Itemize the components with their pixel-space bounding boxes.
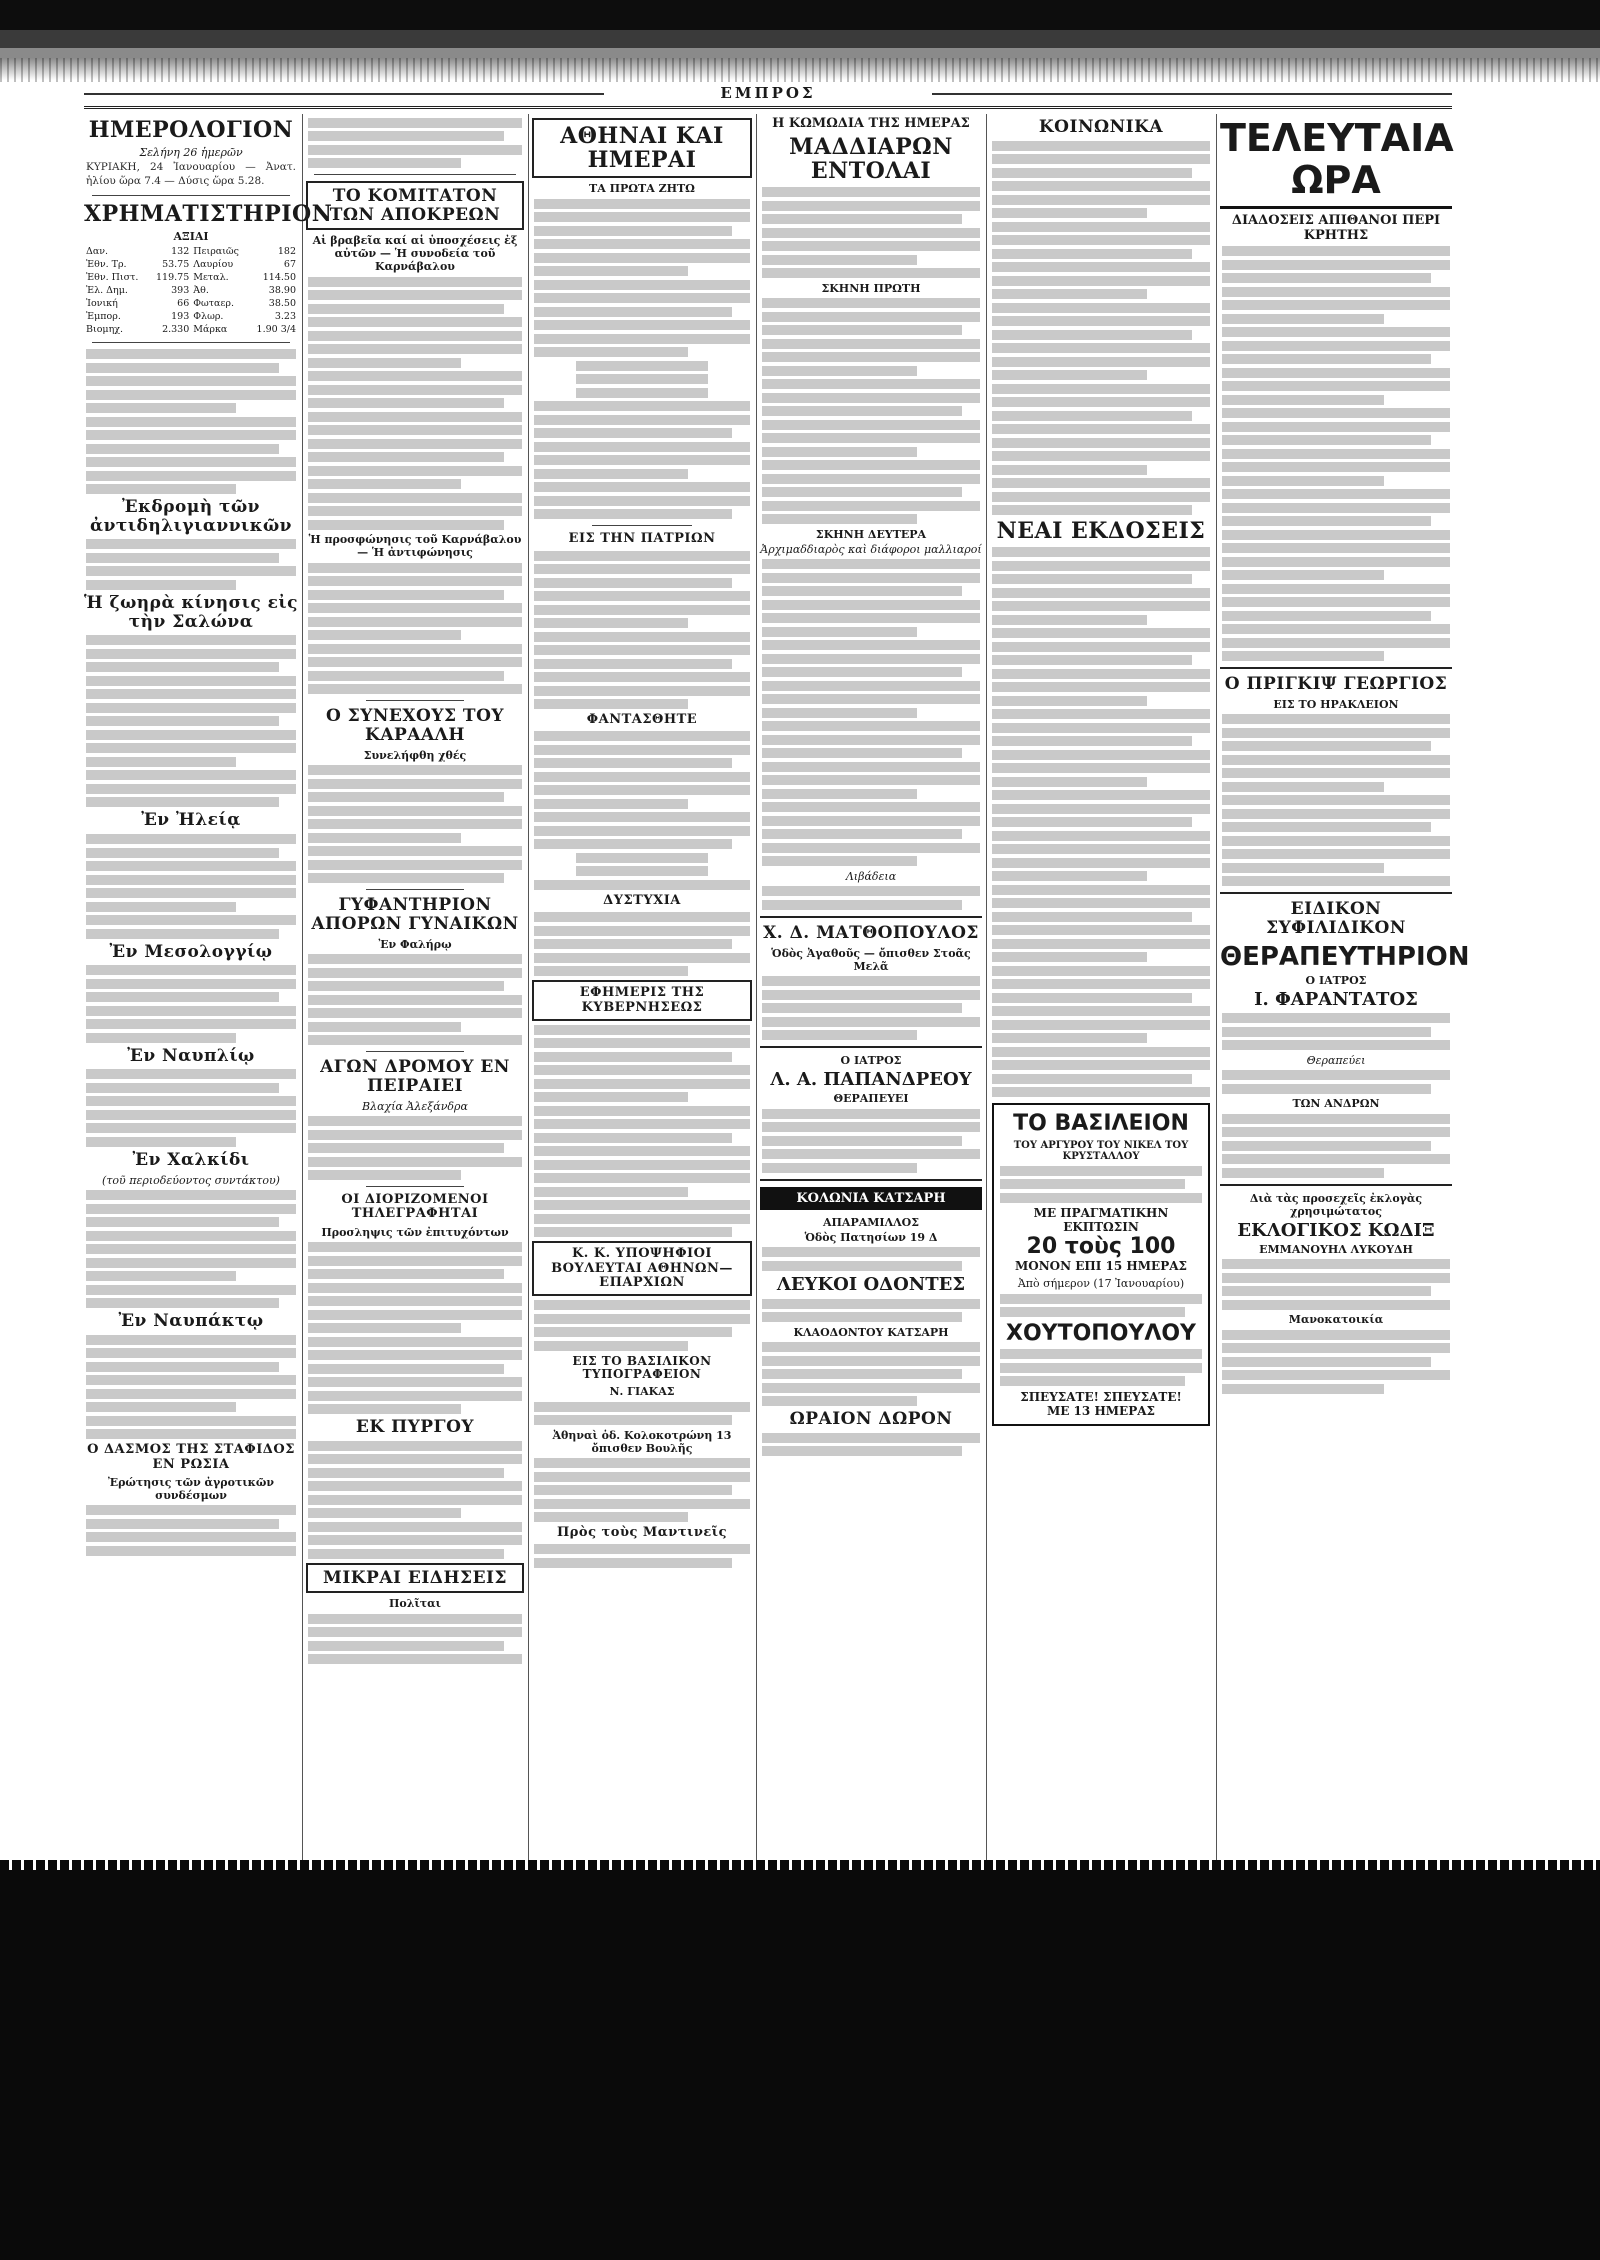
scene-subheading: Ἀρχιμαδδιαρὸς καὶ διάφοροι μαλλιαροί [760, 542, 982, 556]
ad-lead: Διὰ τὰς προσεχεῖς ἐκλογὰς χρησιμώτατος [1249, 1191, 1423, 1218]
ad-heading: ΩΡΑΙΟΝ ΔΩΡΟΝ [789, 1409, 953, 1430]
section-heading: Πρὸς τοὺς Μαντινεῖς [557, 1525, 727, 1541]
ad-heading: ΕΚΛΟΓΙΚΟΣ ΚΩΔΙΞ [1237, 1219, 1435, 1241]
section-heading: Η ΚΩΜΩΔΙΑ ΤΗΣ ΗΜΕΡΑΣ [772, 116, 970, 131]
quote-row: Ἐμπορ. 193 Φλωρ. 3.23 [86, 311, 296, 323]
ad-shop-name: ΧΟΥΤΟΠΟΥΛΟΥ [1005, 1320, 1196, 1346]
section-subheading: Προσληψις τῶν ἐπιτυχόντων [321, 1225, 509, 1239]
ad-ratio: 20 τοὺς 100 [1026, 1234, 1176, 1260]
quote-row: Ἐθν. Πιστ. 119.75 Μεταλ. 114.50 [86, 272, 296, 284]
section-subheading: Αἱ βραβεῖα καί αἱ ὑποσχέσεις ἐξ αὐτῶν — Ἡ συνοδεία τοῦ Καρνάβαλου [312, 234, 518, 274]
last-hour-heading: ΤΕΛΕΥΤΑΙΑ ΩΡΑ [1220, 118, 1452, 209]
column-1 [84, 114, 333, 1868]
masthead-title: ΕΜΠΡΟΣ [720, 84, 816, 102]
section-subheading: Ἐν Φαλήρῳ [378, 937, 452, 951]
ad-heading: ΛΕΥΚΟΙ ΟΔΟΝΤΕΣ [776, 1274, 966, 1296]
quote-row: Ἰονική 66 Φωταερ. 38.50 [86, 298, 296, 310]
quote-row: Δαν. 132 Πειραιῶς 182 [86, 246, 296, 258]
section-heading: Ἐν Ναυπάκτῳ [118, 1311, 264, 1332]
ad-label: Ο ΙΑΤΡΟΣ [1305, 973, 1367, 987]
ad-address: Ἀθηναὶ ὁδ. Κολοκοτρώνη 13 ὄπισθεν Βουλῆς [552, 1428, 732, 1455]
section-heading: Ἡ ζωηρὰ κίνησις εἰς τὴν Σαλώνα [84, 592, 299, 632]
ad-hurry: ΣΠΕΥΣΑΤΕ! ΣΠΕΥΣΑΤΕ! [1020, 1389, 1182, 1404]
section-subheading: Λιβάδεια [845, 869, 897, 883]
section-heading: ΑΓΩΝ ΔΡΟΜΟΥ ΕΝ ΠΕΙΡΑΙΕΙ [320, 1057, 510, 1096]
section-subheading: ΔΙΑΔΟΣΕΙΣ ΑΠΙΘΑΝΟΙ ΠΕΡΙ ΚΡΗΤΗΣ [1231, 212, 1441, 243]
ad-heading: Λ. Α. ΠΑΠΑΝΔΡΕΟΥ [770, 1069, 972, 1091]
ad-subheading: ΑΠΑΡΑΜΙΛΛΟΣ [822, 1215, 919, 1229]
market-subheading: ΑΞΙΑΙ [173, 230, 209, 244]
comedy-title: ΜΑΔΔΙΑΡΩΝ ΕΝΤΟΛΑΙ [789, 134, 953, 185]
ad-offer: ΜΕ ΠΡΑΓΜΑΤΙΚΗΝ ΕΚΠΤΩΣΙΝ [1033, 1206, 1169, 1235]
section-subheading: Ἡ προσφώνησις τοῦ Καρνάβαλου — Ἡ ἀντιφώνησις [308, 533, 522, 560]
section-subheading: Ἐρώτησις τῶν ἀγροτικῶν συνδέσμων [107, 1475, 275, 1502]
ad-banner: ΚΟΛΩΝΙΑ ΚΑΤΣΑΡΗ [760, 1187, 982, 1210]
scan-bottom-edge [0, 1868, 1600, 2260]
ad-subheading: ΚΛΑΟΔΟΝΤΟΥ ΚΑΤΣΑΡΗ [793, 1325, 949, 1339]
section-heading: Ἐν Ναυπλίῳ [127, 1045, 255, 1066]
column-2 [306, 114, 524, 1868]
calendar-moon: Σελήνη 26 ἡμερῶν [139, 146, 243, 160]
scene-heading: ΣΚΗΝΗ ΠΡΩΤΗ [821, 281, 921, 295]
section-heading: ΕΙΣ ΤΗΝ ΠΑΤΡΙΩΝ [568, 531, 716, 547]
ad-label: Ο ΙΑΤΡΟΣ [840, 1054, 902, 1068]
calendar-line: ΚΥΡΙΑΚΗ, 24 Ἰανουαρίου — Ἀνατ. ἡλίου ὥρα 7.4 — Δύσις ὥρα 5.28. [86, 161, 296, 188]
section-heading: ΝΕΑΙ ΕΚΔΟΣΕΙΣ [996, 518, 1206, 545]
section-heading: ΓΥΦΑΝΤΗΡΙΟΝ ΑΠΟΡΩΝ ΓΥΝΑΙΚΩΝ [311, 895, 519, 934]
ad-heading: ΕΙΣ ΤΟ ΒΑΣΙΛΙΚΟΝ ΤΥΠΟΓΡΑΦΕΙΟΝ [572, 1353, 712, 1381]
ad-address: Ὁδὸς Ἀγαθοῦς — ὄπισθεν Στοᾶς Μελᾶ [771, 946, 971, 973]
section-heading: ΔΥΣΤΥΧΙΑ [603, 892, 681, 908]
section-heading: Ο ΔΑΣΜΟΣ ΤΗΣ ΣΤΑΦΙΔΟΣ ΕΝ ΡΩΣΙΑ [87, 1442, 295, 1472]
ad-doctor-name: Ι. ΦΑΡΑΝΤΑΤΟΣ [1254, 988, 1418, 1010]
section-heading: ΚΟΙΝΩΝΙΚΑ [1038, 117, 1164, 137]
section-heading: ΑΘΗΝΑΙ ΚΑΙ ΗΜΕΡΑΙ [532, 118, 752, 178]
ad-heading: ΤΟ ΒΑΣΙΛΕΙΟΝ [1013, 1111, 1189, 1137]
ad-title: ΘΕΡΑΠΕΥΤΗΡΙΟΝ [1220, 941, 1470, 972]
column-3 [532, 114, 752, 1868]
ad-subheading: Μανοκατοικία [1288, 1313, 1384, 1327]
ad-subheading: Θεραπεύει [1306, 1053, 1366, 1067]
section-heading: Ο ΠΡΙΓΚΙΨ ΓΕΩΡΓΙΟΣ [1224, 674, 1448, 695]
calendar-heading: ΗΜΕΡΟΛΟΓΙΟΝ [88, 117, 294, 143]
section-heading: Ο ΣΥΝΕΧΟΥΣ ΤΟΥ ΚΑΡΑΑΛΗ [325, 706, 505, 746]
newspaper-page [84, 84, 1470, 1868]
market-quotes-table [84, 245, 298, 336]
section-subheading: (τοῦ περιοδεύοντος συντάκτου) [102, 1173, 280, 1187]
column-4 [760, 114, 982, 1868]
ad-date: Ἀπὸ σήμερον (17 Ἰανουαρίου) [1017, 1277, 1185, 1291]
section-heading: ΜΙΚΡΑΙ ΕΙΔΗΣΕΙΣ [306, 1563, 524, 1594]
section-heading: Ἐν Ἠλείᾳ [141, 810, 241, 831]
ad-heading: Χ. Δ. ΜΑΤΘΟΠΟΥΛΟΣ [763, 922, 979, 943]
ad-heading: ΕΙΔΙΚΟΝ ΣΥΦΙΛΙΔΙΚΟΝ [1266, 899, 1406, 938]
quote-row: Βιομηχ. 2.330 Μάρκα 1.90 3/4 [86, 324, 296, 336]
ad-days: ΜΟΝΟΝ ΕΠΙ 15 ΗΜΕΡΑΣ [1014, 1259, 1188, 1274]
section-subheading: Βλαχία Ἀλεξάνδρα [362, 1099, 468, 1113]
section-heading: ΤΟ ΚΟΜΙΤΑΤΟΝ ΤΩΝ ΑΠΟΚΡΕΩΝ [306, 181, 524, 230]
section-subheading: Πολῖται [389, 1597, 441, 1611]
scan-top-edge [0, 0, 1600, 92]
ad-subheading: ΕΜΜΑΝΟΥΗΛ ΛΥΚΟΥΔΗ [1259, 1242, 1413, 1256]
section-subheading: Συνελήφθη χθές [363, 748, 467, 762]
section-heading: Ἐν Μεσολογγίῳ [109, 941, 273, 962]
quote-row: Ἐλ. Δημ. 393 Ἀθ. 38.90 [86, 285, 296, 297]
section-heading: Ἐν Χαλκίδι [132, 1149, 250, 1170]
section-heading: ΟΙ ΔΙΟΡΙΖΟΜΕΝΟΙ ΤΗΛΕΓΡΑΦΗΤΑΙ [341, 1192, 489, 1222]
ad-subheading: Ν. ΓΙΑΚΑΣ [609, 1385, 675, 1399]
section-heading: ΕΦΗΜΕΡΙΣ ΤΗΣ ΚΥΒΕΡΝΗΣΕΩΣ [532, 980, 752, 1021]
quote-row: Ἐθν. Τρ. 53.75 Λαυρίου 67 [86, 259, 296, 271]
ad-subheading: ΘΕΡΑΠΕΥΕΙ [833, 1092, 909, 1106]
ad-address: Ὁδὸς Πατησίων 19 Δ [804, 1230, 938, 1244]
ad-subheading: ΤΩΝ ΑΝΔΡΩΝ [1292, 1097, 1380, 1111]
section-subheading: ΕΙΣ ΤΟ ΗΡΑΚΛΕΙΟΝ [1273, 697, 1399, 711]
section-heading: Κ. Κ. ΥΠΟΨΗΦΙΟΙ ΒΟΥΛΕΥΤΑΙ ΑΘΗΝΩΝ—ΕΠΑΡΧΙΩΝ [532, 1241, 752, 1296]
ad-subheading: ΤΟΥ ΑΡΓΥΡΟΥ ΤΟΥ ΝΙΚΕΛ ΤΟΥ ΚΡΥΣΤΑΛΛΟΥ [1013, 1140, 1189, 1163]
section-subheading: ΤΑ ΠΡΩΤΑ ΖΗΤΩ [589, 182, 695, 196]
section-heading: Ἐκδρομὴ τῶν ἀντιδηλιγιαννικῶν [90, 497, 292, 536]
market-heading: ΧΡΗΜΑΤΙΣΤΗΡΙΟΝ [84, 200, 333, 227]
scene-heading: ΣΚΗΝΗ ΔΕΥΤΕΡΑ [815, 527, 927, 541]
section-heading: ΕΚ ΠΥΡΓΟΥ [355, 1417, 475, 1438]
column-5 [990, 114, 1212, 1868]
ad-basileion [992, 1103, 1210, 1426]
column-6 [1220, 114, 1470, 1868]
masthead [84, 84, 1452, 109]
section-heading: ΦΑΝΤΑΣΘΗΤΕ [586, 712, 698, 728]
ad-hurry-days: ΜΕ 13 ΗΜΕΡΑΣ [1046, 1403, 1156, 1418]
